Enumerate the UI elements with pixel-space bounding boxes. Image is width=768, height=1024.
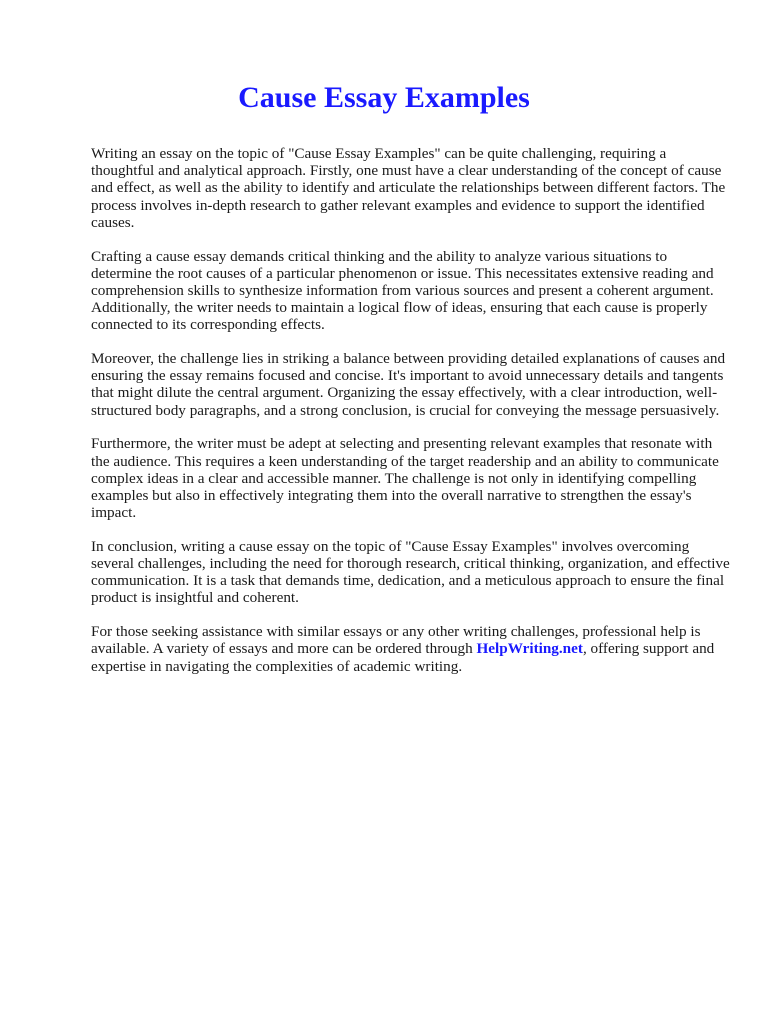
essay-body [91,145,731,691]
paragraph-5: In conclusion, writing a cause essay on the topic of "Cause Essay Examples" involves overcoming several challenges, including the need for thorough research, critical thinking, organization, and effective communication. It is a task that demands time, dedication, and a meticulous approach to ensure the final product is insightful and coherent. [91,537,730,607]
helpwriting-link[interactable]: HelpWriting.net [476,640,583,658]
paragraph-4: Furthermore, the writer must be adept at selecting and presenting relevant examples that resonate with the audience. This requires a keen understanding of the target readership and an ability to communicate complex ideas in a clear and accessible manner. The challenge is not only in identifying compelling examples but also in effectively integrating them into the overall narrative to strengthen the essay's impact. [91,435,719,522]
closing-paragraph [91,623,731,675]
closing-text-after: , offering support and expertise in navigating the complexities of academic writing. [91,640,715,675]
paragraph-1: Writing an essay on the topic of "Cause Essay Examples" can be quite challenging, requiring a thoughtful and analytical approach. Firstly, one must have a clear understanding of the concept of cause and effect, as well as the ability to identify and articulate the relationships between different factors. The process involves in-depth research to gather relevant examples and evidence to support the identified causes. [91,145,726,231]
paragraph-3: Moreover, the challenge lies in striking a balance between providing detailed explanations of causes and ensuring the essay remains focused and concise. It's important to avoid unnecessary details and tangents that might dilute the central argument. Organizing the essay effectively, with a clear introduction, well-structured body paragraphs, and a strong conclusion, is crucial for conveying the message persuasively. [91,350,726,419]
paragraph-2: Crafting a cause essay demands critical thinking and the ability to analyze various situations to determine the root causes of a particular phenomenon or issue. This necessitates extensive reading and comprehension skills to synthesize information from various sources and present a coherent argument. Additionally, the writer needs to maintain a logical flow of ideas, ensuring that each cause is properly connected to its corresponding effects. [91,247,714,334]
page-title: Cause Essay Examples [238,81,530,114]
closing-text-before: For those seeking assistance with similar essays or any other writing challenges, professional help is available. A variety of essays and more can be ordered through [91,623,701,658]
